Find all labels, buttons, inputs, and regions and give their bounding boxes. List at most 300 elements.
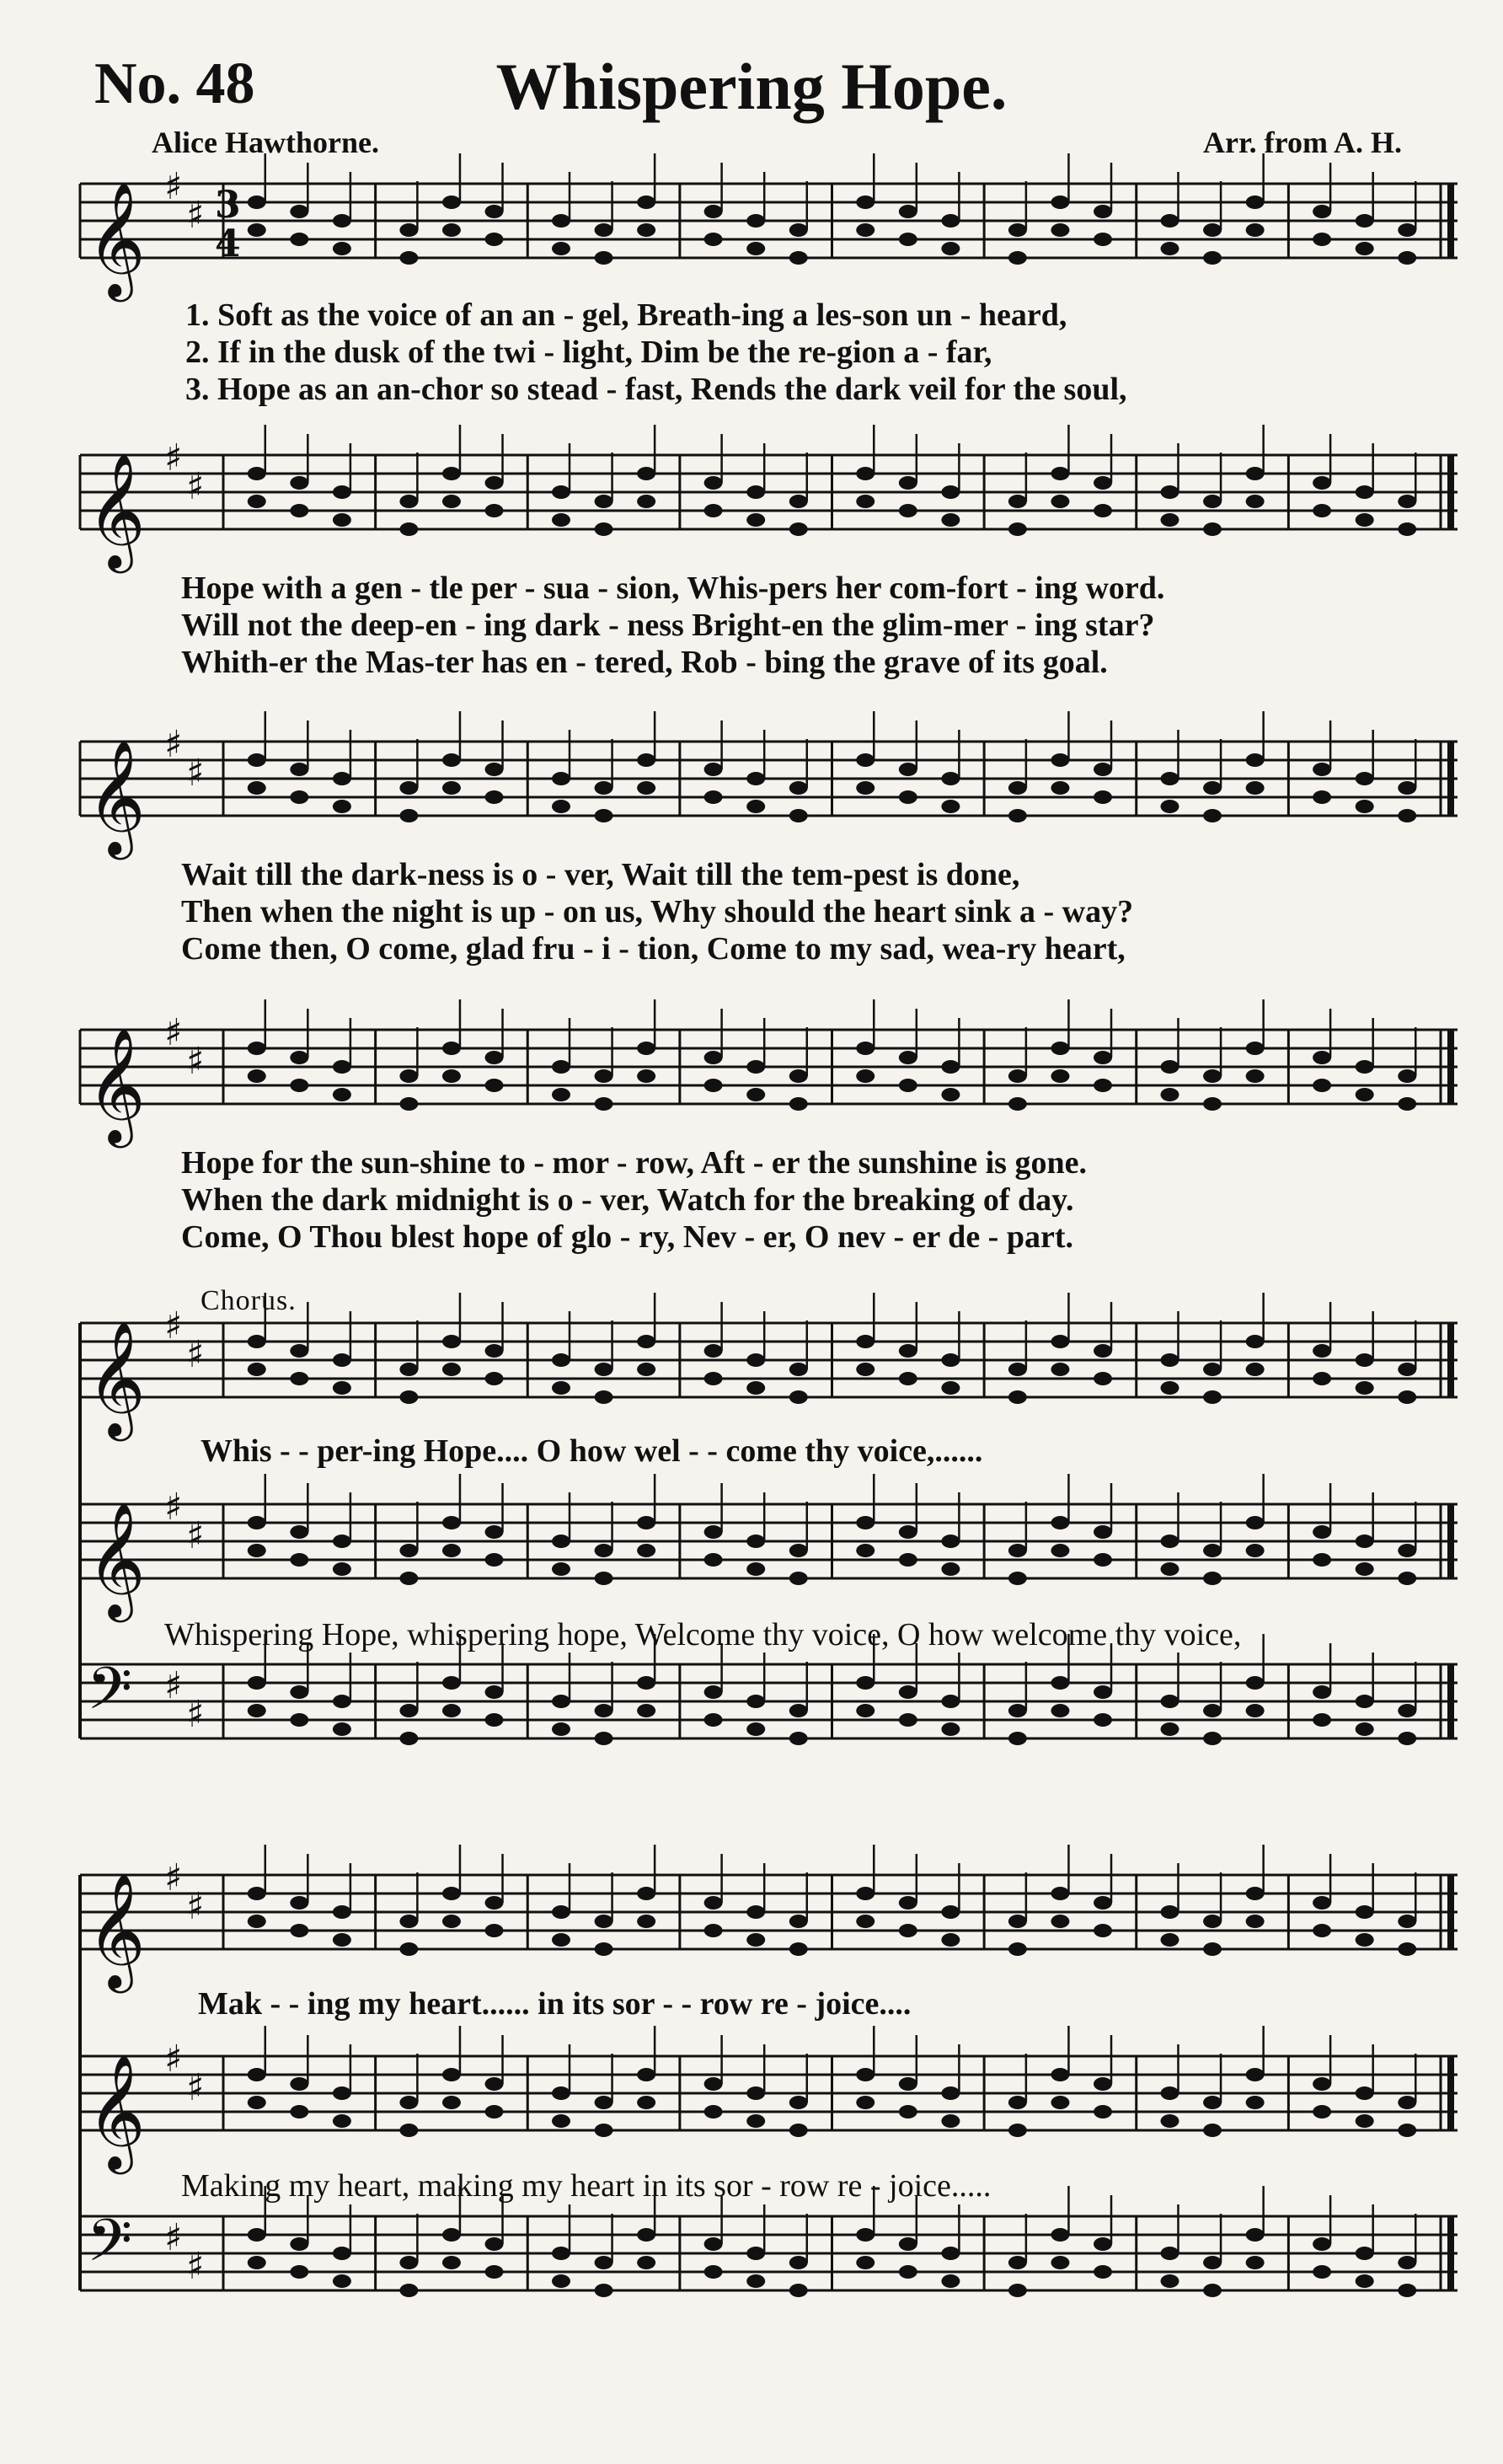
notehead	[1313, 790, 1331, 804]
notehead	[399, 1363, 418, 1376]
notehead	[442, 223, 461, 237]
notehead	[399, 251, 418, 265]
notehead	[290, 1051, 308, 1064]
notehead	[1008, 1704, 1027, 1717]
notehead	[789, 2256, 808, 2269]
notehead	[1008, 251, 1027, 265]
notehead	[1094, 1924, 1112, 1937]
notehead	[1094, 1685, 1112, 1699]
notehead	[248, 2068, 266, 2081]
hymn-title: Whispering Hope.	[495, 50, 1008, 123]
notehead	[856, 1042, 875, 1055]
notehead	[595, 809, 613, 822]
notehead	[1160, 1381, 1179, 1395]
notehead	[1313, 1344, 1331, 1358]
notehead	[333, 1905, 351, 1919]
sharp-icon: ♯	[186, 752, 205, 795]
notehead	[1246, 2096, 1265, 2109]
notehead	[442, 2228, 461, 2242]
notehead	[333, 1695, 351, 1708]
notehead	[399, 809, 418, 822]
notehead	[1094, 2077, 1112, 2091]
notehead	[941, 1088, 960, 1101]
sharp-icon: ♯	[164, 723, 183, 766]
notehead	[1313, 1553, 1331, 1567]
notehead	[552, 772, 570, 785]
notehead	[1246, 196, 1265, 209]
notehead	[1051, 1363, 1069, 1376]
verse4-line1: Hope for the sun-shine to - mor - row, Aft - er the sunshine is gone.	[181, 1145, 1087, 1181]
notehead	[1398, 2096, 1416, 2109]
notehead	[1051, 1676, 1069, 1690]
notehead	[637, 2256, 655, 2269]
notehead	[442, 1544, 461, 1557]
notehead	[290, 504, 308, 517]
notehead	[399, 1544, 418, 1557]
notehead	[399, 1942, 418, 1956]
notehead	[290, 790, 308, 804]
notehead	[789, 495, 808, 508]
notehead	[1356, 485, 1374, 499]
notehead	[1051, 2068, 1069, 2081]
notehead	[290, 1896, 308, 1910]
notehead	[746, 1695, 765, 1708]
notehead	[856, 753, 875, 767]
notehead	[552, 2086, 570, 2100]
notehead	[485, 1372, 504, 1385]
notehead	[704, 2105, 723, 2119]
notehead	[1313, 2077, 1331, 2091]
chorus1-alto-lyric: Whispering Hope, whispering hope, Welcome thy voice, O how welcome thy voice,	[164, 1617, 1242, 1652]
notehead	[552, 485, 570, 499]
notehead	[1356, 1535, 1374, 1548]
notehead	[485, 504, 504, 517]
notehead	[1246, 1887, 1265, 1900]
sharp-icon: ♯	[164, 2038, 183, 2081]
notehead	[1398, 1732, 1416, 1745]
notehead	[399, 1572, 418, 1585]
verse3-line1: Wait till the dark-ness is o - ver, Wait till the tem-pest is done,	[181, 857, 1020, 892]
notehead	[899, 233, 917, 246]
sharp-icon: ♯	[164, 1304, 183, 1347]
notehead	[1246, 753, 1265, 767]
treble-clef-icon: 𝄞	[87, 2053, 146, 2169]
notehead	[552, 2247, 570, 2260]
notehead	[637, 495, 655, 508]
notehead	[1051, 2096, 1069, 2109]
notehead	[856, 1915, 875, 1928]
notehead	[442, 1676, 461, 1690]
notehead	[1051, 467, 1069, 480]
notehead	[1094, 233, 1112, 246]
notehead	[704, 1079, 723, 1092]
notehead	[442, 781, 461, 795]
notehead	[746, 1722, 765, 1736]
notehead	[1356, 1933, 1374, 1947]
notehead	[1160, 242, 1179, 255]
sharp-icon: ♯	[186, 1693, 205, 1736]
notehead	[856, 2228, 875, 2242]
notehead	[1398, 1097, 1416, 1111]
notehead	[595, 1097, 613, 1111]
notehead	[1051, 196, 1069, 209]
sharp-icon: ♯	[164, 437, 183, 479]
notehead	[248, 1363, 266, 1376]
time-signature-bottom: 4	[215, 222, 241, 265]
notehead	[856, 1544, 875, 1557]
notehead	[595, 1942, 613, 1956]
notehead	[552, 1695, 570, 1708]
notehead	[899, 790, 917, 804]
notehead	[552, 1060, 570, 1074]
notehead	[1051, 2228, 1069, 2242]
notehead	[899, 2105, 917, 2119]
notehead	[1051, 1544, 1069, 1557]
notehead	[899, 1079, 917, 1092]
notehead	[1203, 2096, 1222, 2109]
notehead	[637, 1704, 655, 1717]
notehead	[704, 1051, 723, 1064]
notehead	[290, 1372, 308, 1385]
notehead	[399, 1390, 418, 1404]
notehead	[899, 2265, 917, 2279]
notehead	[290, 763, 308, 776]
notehead	[746, 1535, 765, 1548]
notehead	[399, 2124, 418, 2137]
sharp-icon: ♯	[186, 1885, 205, 1928]
notehead	[595, 2124, 613, 2137]
notehead	[1051, 1704, 1069, 1717]
notehead	[1160, 1695, 1179, 1708]
notehead	[941, 214, 960, 228]
notehead	[746, 1060, 765, 1074]
notehead	[290, 2105, 308, 2119]
notehead	[1398, 1942, 1416, 1956]
notehead	[1356, 772, 1374, 785]
notehead	[248, 2228, 266, 2242]
notehead	[248, 196, 266, 209]
notehead	[1313, 1924, 1331, 1937]
notehead	[1356, 1722, 1374, 1736]
notehead	[1313, 2237, 1331, 2251]
notehead	[637, 2068, 655, 2081]
notehead	[1398, 1915, 1416, 1928]
notehead	[1008, 495, 1027, 508]
notehead	[595, 1544, 613, 1557]
notehead	[1246, 495, 1265, 508]
notehead	[1313, 1685, 1331, 1699]
notehead	[442, 1915, 461, 1928]
notehead	[789, 1915, 808, 1928]
notehead	[399, 223, 418, 237]
notehead	[442, 1335, 461, 1348]
notehead	[595, 1069, 613, 1083]
notehead	[1008, 1732, 1027, 1745]
sharp-icon: ♯	[164, 2216, 183, 2259]
notehead	[1094, 2237, 1112, 2251]
notehead	[248, 1676, 266, 1690]
notehead	[1356, 2274, 1374, 2288]
notehead	[1203, 1704, 1222, 1717]
notehead	[1356, 1562, 1374, 1576]
treble-clef-icon: 𝄞	[87, 1026, 146, 1143]
sharp-icon: ♯	[164, 1486, 183, 1529]
notehead	[290, 2265, 308, 2279]
notehead	[1246, 2068, 1265, 2081]
notehead	[1246, 1704, 1265, 1717]
notehead	[704, 2077, 723, 2091]
notehead	[485, 1713, 504, 1727]
notehead	[1051, 1516, 1069, 1529]
sharp-icon: ♯	[186, 1333, 205, 1376]
notehead	[899, 1553, 917, 1567]
notehead	[595, 2284, 613, 2297]
treble-clef-icon: 𝄞	[87, 1501, 146, 1617]
notehead	[1313, 1372, 1331, 1385]
notehead	[1203, 1069, 1222, 1083]
notehead	[1398, 495, 1416, 508]
notehead	[333, 214, 351, 228]
notehead	[442, 2068, 461, 2081]
notehead	[1246, 1069, 1265, 1083]
notehead	[856, 781, 875, 795]
notehead	[333, 2274, 351, 2288]
sharp-icon: ♯	[164, 1664, 183, 1707]
notehead	[485, 1685, 504, 1699]
notehead	[485, 2237, 504, 2251]
notehead	[1398, 2284, 1416, 2297]
verse2-line1: Hope with a gen - tle per - sua - sion, Whis-pers her com-fort - ing word.	[181, 570, 1165, 606]
notehead	[746, 214, 765, 228]
notehead	[248, 495, 266, 508]
notehead	[1094, 763, 1112, 776]
notehead	[637, 1887, 655, 1900]
notehead	[1008, 2256, 1027, 2269]
notehead	[941, 772, 960, 785]
sharp-icon: ♯	[164, 165, 183, 208]
verse1-line1: 1. Soft as the voice of an an - gel, Breath-ing a les-son un - heard,	[185, 297, 1067, 333]
notehead	[248, 2096, 266, 2109]
author-credit: Alice Hawthorne.	[152, 126, 379, 159]
notehead	[399, 2256, 418, 2269]
notehead	[1246, 1516, 1265, 1529]
notehead	[1160, 1905, 1179, 1919]
sharp-icon: ♯	[164, 1856, 183, 1899]
notehead	[746, 2247, 765, 2260]
notehead	[595, 1732, 613, 1745]
notehead	[637, 2096, 655, 2109]
notehead	[746, 1905, 765, 1919]
notehead	[899, 1924, 917, 1937]
notehead	[1313, 1525, 1331, 1539]
notehead	[1094, 1051, 1112, 1064]
notehead	[704, 1896, 723, 1910]
notehead	[746, 1381, 765, 1395]
notehead	[856, 2068, 875, 2081]
notehead	[941, 485, 960, 499]
notehead	[290, 1685, 308, 1699]
notehead	[442, 467, 461, 480]
notehead	[1008, 1069, 1027, 1083]
notehead	[399, 2284, 418, 2297]
notehead	[552, 214, 570, 228]
notehead	[899, 2237, 917, 2251]
treble-clef-icon: 𝄞	[87, 1320, 146, 1436]
notehead	[1313, 763, 1331, 776]
notehead	[1356, 513, 1374, 527]
chorus-label: Chorus.	[201, 1285, 297, 1316]
verse4-line3: Come, O Thou blest hope of glo - ry, Nev - er, O nev - er de - part.	[181, 1219, 1073, 1255]
notehead	[1160, 1088, 1179, 1101]
notehead	[637, 1516, 655, 1529]
notehead	[1160, 1933, 1179, 1947]
notehead	[1008, 1915, 1027, 1928]
notehead	[704, 233, 723, 246]
notehead	[333, 1562, 351, 1576]
notehead	[485, 1896, 504, 1910]
notehead	[1313, 233, 1331, 246]
notehead	[485, 2077, 504, 2091]
notehead	[1246, 1915, 1265, 1928]
notehead	[1160, 2114, 1179, 2128]
notehead	[856, 1704, 875, 1717]
notehead	[485, 1525, 504, 1539]
notehead	[941, 1535, 960, 1548]
notehead	[552, 1381, 570, 1395]
notehead	[485, 1553, 504, 1567]
notehead	[1051, 1915, 1069, 1928]
notehead	[1008, 809, 1027, 822]
notehead	[333, 1088, 351, 1101]
notehead	[1246, 2228, 1265, 2242]
notehead	[333, 1381, 351, 1395]
notehead	[399, 1732, 418, 1745]
notehead	[1203, 1363, 1222, 1376]
notehead	[856, 467, 875, 480]
notehead	[1203, 809, 1222, 822]
verse1-line2: 2. If in the dusk of the twi - light, Dim be the re-gion a - far,	[185, 335, 992, 370]
notehead	[704, 2237, 723, 2251]
notehead	[1008, 2124, 1027, 2137]
verse2-line3: Whith-er the Mas-ter has en - tered, Rob - bing the grave of its goal.	[181, 645, 1108, 680]
treble-clef-icon: 𝄞	[87, 738, 146, 854]
notehead	[1356, 214, 1374, 228]
notehead	[595, 2256, 613, 2269]
notehead	[789, 2284, 808, 2297]
notehead	[1203, 223, 1222, 237]
notehead	[789, 809, 808, 822]
notehead	[856, 223, 875, 237]
notehead	[746, 800, 765, 813]
notehead	[1398, 1363, 1416, 1376]
notehead	[1051, 781, 1069, 795]
notehead	[1313, 205, 1331, 218]
notehead	[1051, 1887, 1069, 1900]
notehead	[248, 1335, 266, 1348]
notehead	[1203, 2124, 1222, 2137]
notehead	[856, 1516, 875, 1529]
notehead	[399, 1069, 418, 1083]
notehead	[789, 1572, 808, 1585]
notehead	[1246, 1544, 1265, 1557]
notehead	[746, 242, 765, 255]
notehead	[899, 205, 917, 218]
notehead	[485, 205, 504, 218]
notehead	[1160, 800, 1179, 813]
notehead	[1356, 242, 1374, 255]
notehead	[595, 1915, 613, 1928]
notehead	[1008, 1363, 1027, 1376]
notehead	[248, 2256, 266, 2269]
notehead	[1356, 2086, 1374, 2100]
notehead	[333, 1722, 351, 1736]
notehead	[899, 1372, 917, 1385]
notehead	[595, 2096, 613, 2109]
notehead	[399, 1097, 418, 1111]
notehead	[290, 2237, 308, 2251]
notehead	[1051, 1042, 1069, 1055]
notehead	[1008, 781, 1027, 795]
notehead	[1008, 1572, 1027, 1585]
notehead	[856, 495, 875, 508]
notehead	[1398, 251, 1416, 265]
notehead	[1398, 522, 1416, 536]
notehead	[899, 476, 917, 490]
notehead	[1008, 1942, 1027, 1956]
notehead	[595, 251, 613, 265]
chorus2-treble-lyric: Mak - - ing my heart...... in its sor - - row re - joice....	[198, 1986, 912, 2022]
notehead	[399, 495, 418, 508]
notehead	[1203, 2256, 1222, 2269]
notehead	[248, 1516, 266, 1529]
notehead	[1398, 2256, 1416, 2269]
notehead	[746, 485, 765, 499]
notehead	[1094, 504, 1112, 517]
notehead	[1008, 223, 1027, 237]
notehead	[290, 205, 308, 218]
notehead	[1313, 1051, 1331, 1064]
notehead	[1051, 753, 1069, 767]
notehead	[1160, 214, 1179, 228]
sharp-icon: ♯	[186, 1514, 205, 1557]
notehead	[442, 1704, 461, 1717]
notehead	[941, 1562, 960, 1576]
notehead	[941, 242, 960, 255]
notehead	[1160, 1722, 1179, 1736]
notehead	[552, 1933, 570, 1947]
notehead	[442, 495, 461, 508]
notehead	[399, 1915, 418, 1928]
notehead	[595, 1572, 613, 1585]
notehead	[595, 1363, 613, 1376]
verse4-line2: When the dark midnight is o - ver, Watch for the breaking of day.	[181, 1182, 1074, 1218]
notehead	[1008, 2096, 1027, 2109]
notehead	[1246, 1042, 1265, 1055]
notehead	[552, 800, 570, 813]
notehead	[637, 467, 655, 480]
notehead	[941, 1905, 960, 1919]
time-signature-top: 3	[215, 184, 241, 227]
notehead	[704, 790, 723, 804]
notehead	[1051, 223, 1069, 237]
notehead	[789, 1704, 808, 1717]
notehead	[941, 1060, 960, 1074]
notehead	[248, 753, 266, 767]
notehead	[333, 1353, 351, 1367]
notehead	[789, 1363, 808, 1376]
notehead	[789, 1097, 808, 1111]
notehead	[552, 2274, 570, 2288]
